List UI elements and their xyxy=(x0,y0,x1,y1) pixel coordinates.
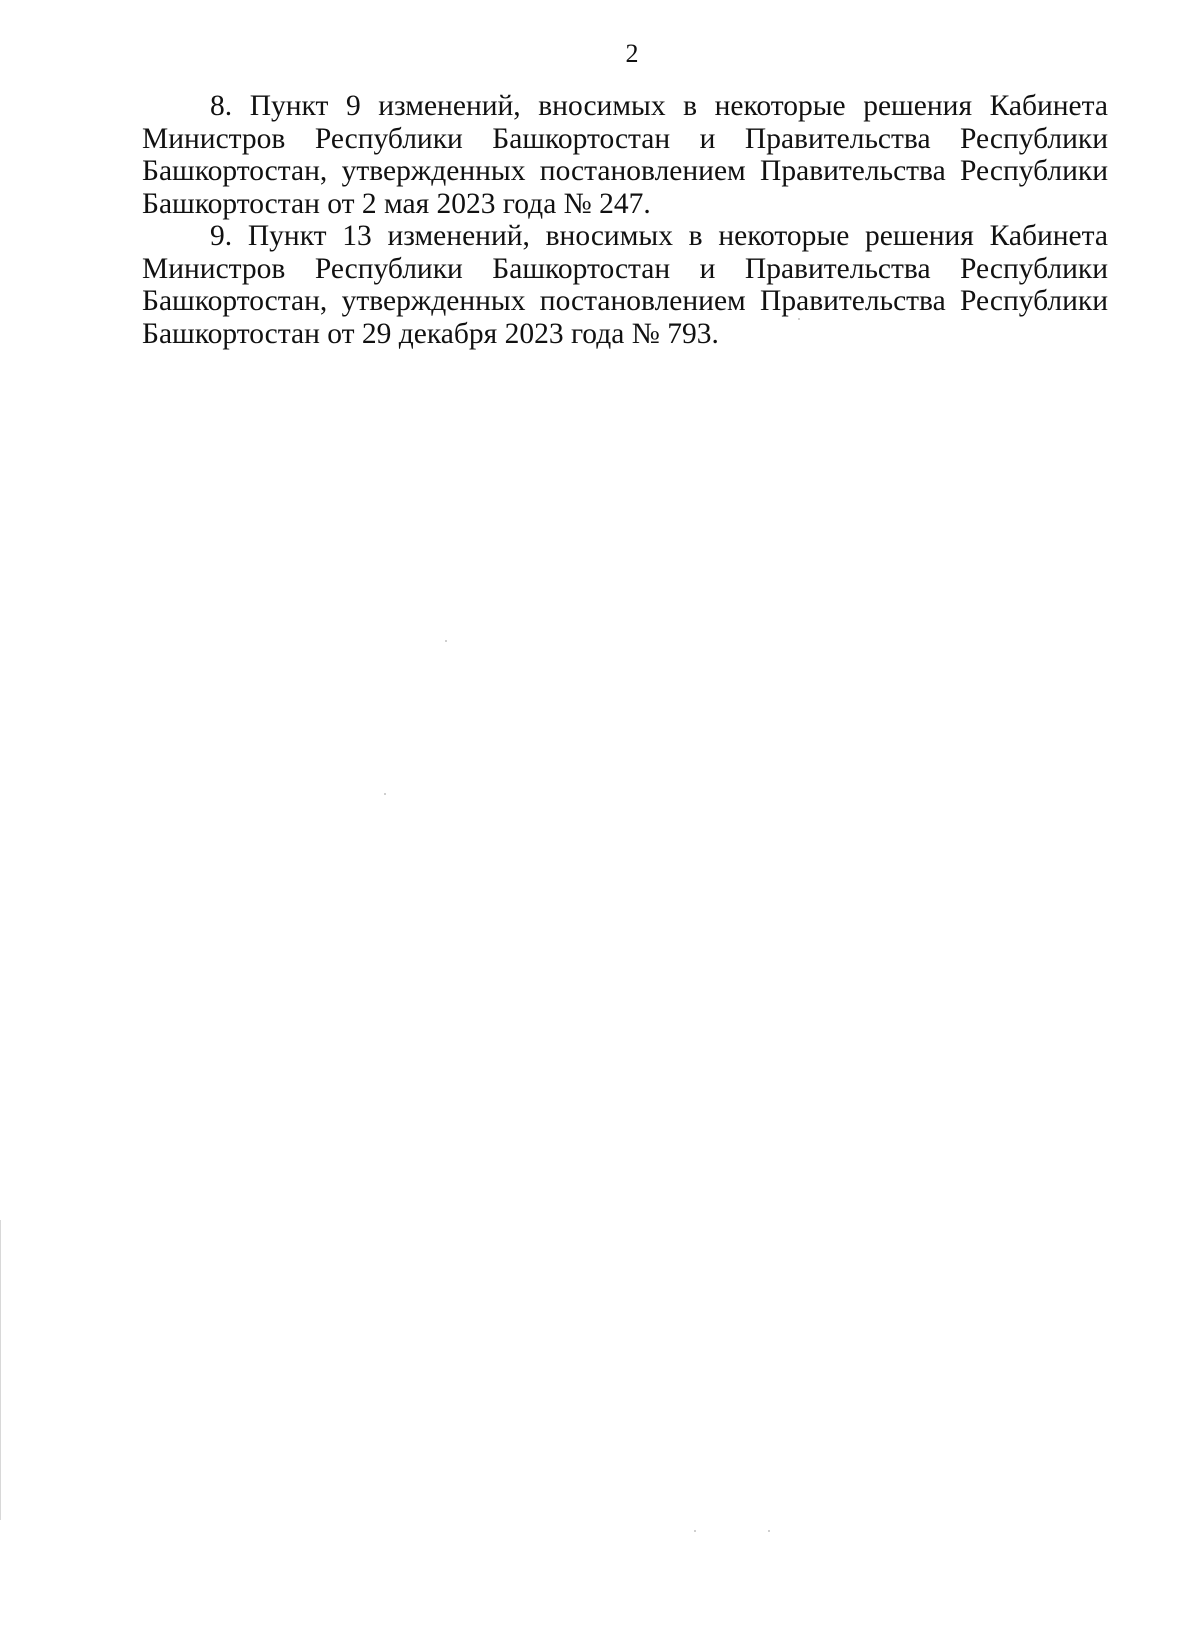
paragraph-item-9: 9. Пункт 13 изменений, вносимых в некоторые решения Кабинета Министров Республики Башкортостан и Правительства Республики Башкортостан, утвержденных постановлением Правительства Республики Башкортостан от 29 декабря 2023 года № 793. xyxy=(142,220,1108,350)
scan-speck xyxy=(445,640,447,642)
document-body xyxy=(142,90,1108,350)
page-number: 2 xyxy=(625,39,639,68)
scan-speck xyxy=(798,318,800,320)
scan-edge-mark xyxy=(0,1220,1,1520)
scan-speck xyxy=(384,793,386,795)
paragraph-item-8: 8. Пункт 9 изменений, вносимых в некоторые решения Кабинета Министров Республики Башкортостан и Правительства Республики Башкортостан, утвержденных постановлением Правительства Республики Башкортостан от 2 мая 2023 года № 247. xyxy=(142,90,1108,220)
scan-speck xyxy=(694,1530,696,1532)
scan-speck xyxy=(768,1530,770,1532)
